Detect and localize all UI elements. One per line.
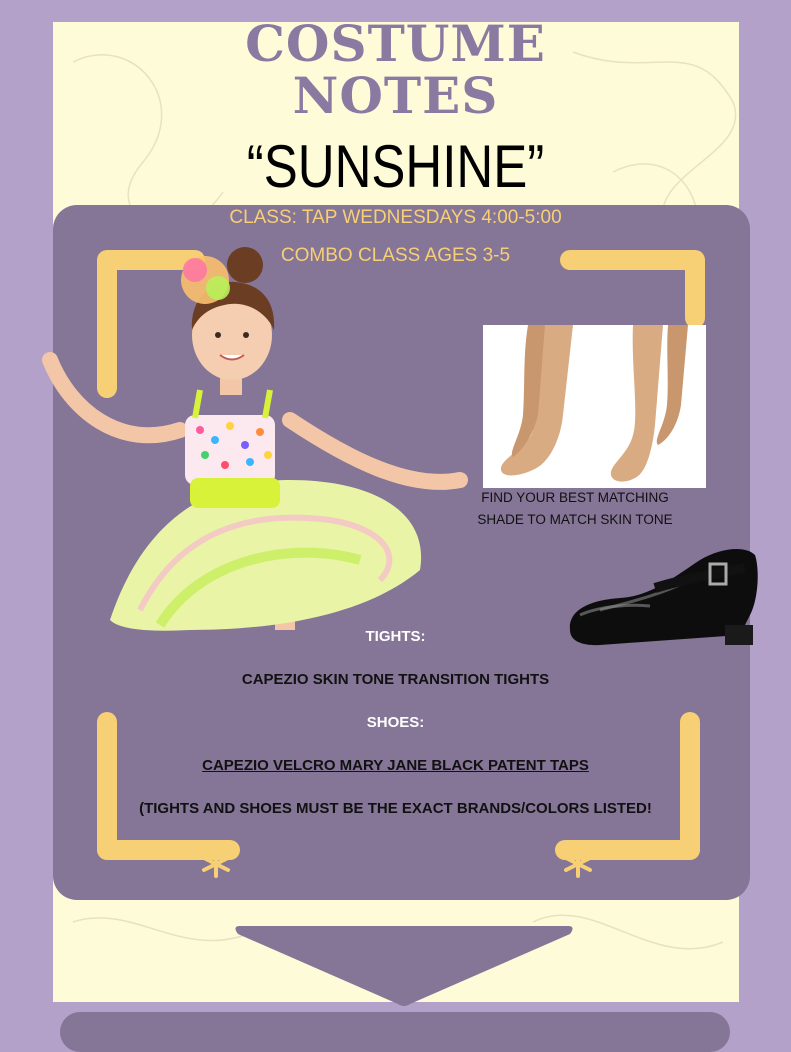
tights-photo [483,325,706,488]
tights-note-line1: FIND YOUR BEST MATCHING [481,490,669,505]
asterisk-icon [560,850,596,878]
shoes-label: SHOES: [366,714,425,731]
tights-value: CAPEZIO SKIN TONE TRANSITION TIGHTS [241,671,550,688]
bottom-left-bracket [95,710,245,860]
shoes-value: CAPEZIO VELCRO MARY JANE BLACK PATENT TAPS [202,757,589,774]
top-right-bracket [560,248,710,328]
down-arrow-icon [230,918,578,1008]
bottom-panel [60,1012,730,1052]
exact-brands-warning: (TIGHTS AND SHOES MUST BE THE EXACT BRANDS/COLORS LISTED! [139,800,652,817]
dancer-photo [30,240,480,640]
title-costume: COSTUME [245,14,546,73]
bottom-right-bracket [555,710,705,860]
title-notes: NOTES [292,66,499,125]
class-schedule: CLASS: TAP WEDNESDAYS 4:00-5:00 [229,207,562,228]
tights-note-line2: SHADE TO MATCH SKIN TONE [477,512,673,527]
title-routine-name: “SUNSHINE” [246,133,545,200]
tights-label: TIGHTS: [365,628,426,645]
asterisk-icon [198,850,234,878]
class-ages: COMBO CLASS AGES 3-5 [280,245,511,266]
